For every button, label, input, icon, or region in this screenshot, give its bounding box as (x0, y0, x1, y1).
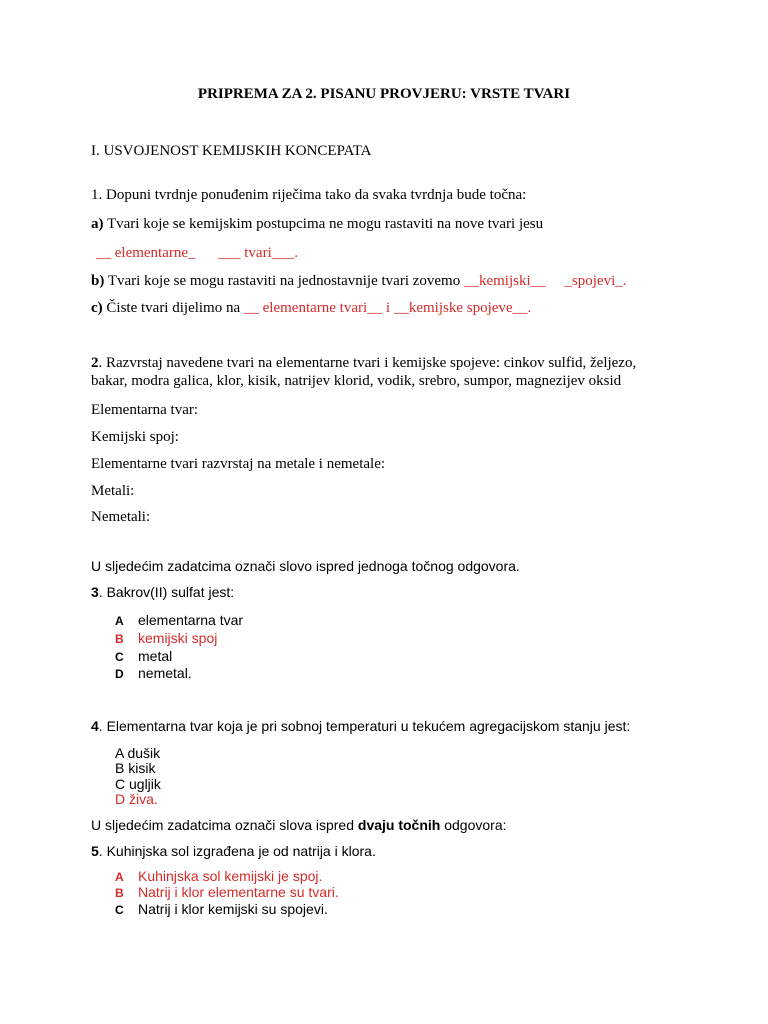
q4-option-b[interactable]: B kisik (115, 760, 156, 776)
q1b-text: Tvari koje se mogu rastaviti na jednostavnije tvari zovemo (104, 273, 464, 289)
q1c-answer: __ elementarne tvari__ i __kemijske spojeve__. (243, 300, 532, 316)
q1c-label: c) (91, 300, 103, 316)
instruction-single: U sljedećim zadatcima označi slovo ispred jednoga točnog odgovora. (91, 558, 520, 574)
q4-option-c[interactable]: C ugljik (115, 776, 161, 792)
q4-option-d[interactable]: D živa. (115, 791, 158, 807)
q1b (91, 273, 627, 290)
q3-option-a[interactable]: A elementarna tvar (115, 612, 244, 628)
q1a-label: a) (91, 216, 104, 232)
q2-elementarna-label: Elementarna tvar: (91, 402, 199, 418)
q4-number: 4 (91, 718, 99, 734)
q1b-label: b) (91, 273, 105, 289)
q1a-text: Tvari koje se kemijskim postupcima ne mogu rastaviti na nove tvari jesu (103, 216, 544, 232)
q2-nemetali-label: Nemetali: (91, 509, 151, 525)
page-title: PRIPREMA ZA 2. PISANU PROVJERU: VRSTE TVARI (197, 86, 571, 102)
q5-option-c[interactable]: C Natrij i klor kemijski su spojevi. (115, 901, 328, 917)
q1-text: 1. Dopuni tvrdnje ponuđenim riječima tako da svaka tvrdnja bude točna: (91, 187, 527, 203)
q1c-text: Čiste tvari dijelimo na (102, 300, 244, 316)
q5-number: 5 (91, 843, 99, 859)
q1c (91, 300, 531, 317)
q2-kemijski-label: Kemijski spoj: (91, 429, 179, 445)
section-heading: I. USVOJENOST KEMIJSKIH KONCEPATA (91, 143, 372, 159)
q1b-answer2: _spojevi_. (564, 273, 627, 289)
q3-text: 3. Bakrov(II) sulfat jest: (91, 584, 235, 600)
q2-razvrstaj-label: Elementarne tvari razvrstaj na metale i nemetale: (91, 456, 386, 472)
q3-option-b[interactable]: B kemijski spoj (115, 630, 218, 646)
q1b-answer1: __kemijski__ (463, 273, 546, 289)
q2-line2: bakar, modra galica, klor, kisik, natrijev klorid, vodik, srebro, sumpor, magnezijev oksid (91, 373, 622, 389)
q5-option-b[interactable]: B Natrij i klor elementarne su tvari. (115, 884, 339, 900)
q4-text: 4. Elementarna tvar koja je pri sobnoj temperaturi u tekućem agregacijskom stanju jest: (91, 718, 631, 734)
instruction-double: U sljedećim zadatcima označi slova ispred dvaju točnih odgovora: (91, 817, 507, 833)
q3-option-c[interactable]: C metal (115, 648, 173, 664)
q1a (91, 216, 543, 233)
q5-option-a[interactable]: A Kuhinjska sol kemijski je spoj. (115, 868, 323, 884)
q3-number: 3 (91, 584, 99, 600)
q2-number: 2 (91, 355, 99, 371)
q4-option-a[interactable]: A dušik (115, 745, 161, 761)
q5-text: 5. Kuhinjska sol izgrađena je od natrija i klora. (91, 843, 376, 859)
q1a-answer2: ___ tvari___. (218, 245, 298, 261)
q2-metali-label: Metali: (91, 483, 135, 499)
q3-option-d[interactable]: D nemetal. (115, 665, 192, 681)
q1a-answer1: __ elementarne_ (96, 245, 196, 261)
q2-line1: 2. Razvrstaj navedene tvari na elementarne tvari i kemijske spojeve: cinkov sulfid, željezo, (91, 355, 637, 371)
